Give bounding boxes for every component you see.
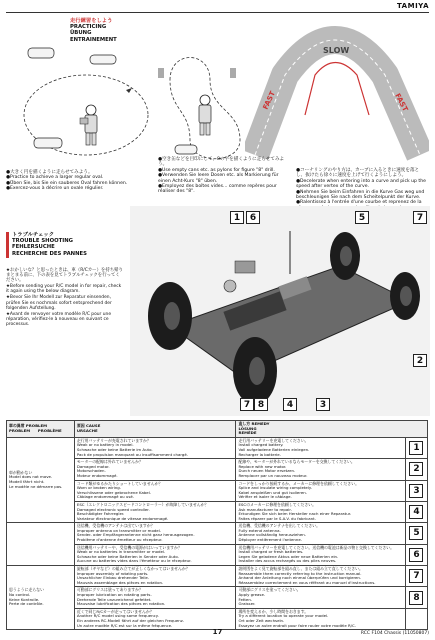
caption-oval-line: ●Practice to achieve a larger regular oval.: [6, 175, 104, 181]
practice-title-jp: 走行練習をしよう: [70, 18, 113, 24]
cause-cell: 送信機用バッテリーや、受信機の電源がはいっていますか？ Weak or no batteries in transmitter or model. Schwache oder keine Batterien in Sender oder Auto. Aucune ou batteries vides dans l'émetteur ou le récepteur.: [74, 544, 236, 565]
cause-cell: 走行用バッテリーが充電されていますか？ Weak or no battery in model. Schwache oder keine Batterie im Auto. Pack de propulsion manquant ou insuffisamment chargé.: [74, 437, 236, 458]
page-number: 17: [212, 628, 223, 636]
intro-line: ★Before sending your R/C model in for repair, check it again using the below diagram.: [6, 284, 122, 295]
cornering-track-illustration: [245, 15, 429, 165]
practice-title-fr: ENTRAINEMENT: [70, 36, 117, 43]
cause-cell: ESC（エレクトロニックスピードコントローラー）が故障していませんか？ Damaged electronic speed controller. Beschädigter Fahrregler. Variateur électronique de vitesse endommagé.: [74, 501, 236, 522]
cause-cell: 近くで同じR/Cカーが走ってはいませんか？ Another R/C model using same frequency. Ein anderes RC-Modell fährt auf der gleichen Frequenz. Un autre modèle R/C est sur la même fréquence.: [74, 608, 236, 629]
caption-eight-line: ●空き缶などを目印にして、8の字を描くように走らせてみよう。: [158, 157, 285, 168]
chassis-photo: [130, 206, 430, 416]
practice-title-en: PRACTICING: [70, 24, 107, 31]
track-label-fast-right: FAST: [393, 92, 410, 113]
table-row: [7, 523, 428, 544]
diagram-label: 7: [240, 398, 254, 411]
ref-number-cell: [405, 459, 427, 480]
remedy-cell: 配線や、モーターが外れているならモーターを交換してください。 Replace with new motor. Durch neuen Motor ersetzen. Remplacer par un nouveau moteur.: [236, 459, 406, 480]
cause-cell: 送信機、受信機のアンテナは出ていますか？ Improper antenna on transmitter or model. Sender- oder Empfängerantenne nicht ganz herausgezogen. Problème d'antenne émetteur ou récepteur.: [74, 523, 236, 544]
ref-number: [409, 611, 423, 625]
table-row: [7, 566, 428, 587]
track-label-slow: SLOW: [323, 46, 350, 55]
ref-number: 8: [409, 591, 423, 605]
document-code: RCC F104 Chassis (11050807): [360, 631, 429, 636]
header-cause: 原因 CAUSE URSACHE: [74, 421, 236, 438]
caption-oval-line: ●Üben Sie, bis Sie ein sauberes Oval fahren können.: [6, 180, 128, 186]
ref-number-cell: [405, 437, 427, 458]
diagram-label: 3: [316, 398, 330, 411]
header-rule: [6, 12, 429, 13]
intro-line: ★Bevor Sie Ihr Modell zur Reparatur einsenden, prüfen Sie es nochmals sofort entsprechend der folgenden Aufstellung.: [6, 295, 112, 311]
diagram-label: 1: [230, 211, 244, 224]
caption-oval: [6, 170, 146, 192]
cause-cell: コード類がゆるかたりショートしていませんか？ Worn or broken wiring. Verschlissene oder gebrochene Kabel. Câblage endommagé ou usé.: [74, 480, 236, 501]
ref-number-cell: [405, 501, 427, 522]
ref-number-cell: [405, 523, 427, 544]
remedy-cell: 説明図をよく見て旋転部を組み直し、または組み立て直してください。 Reassemble them correctly referring to the instruction manual. Anhand der Anleitung noch einmal überprüfen und korrigieren. Réassemblez correctement en vous référant au manuel d'instructions.: [236, 566, 406, 587]
intro-line: ★おかしいな？と思ったときは、車（R/Cカー）を持ち帰りまとまる前に、下の表を見てトラブルチェックを行ってください。: [6, 268, 123, 284]
remedy-cell: 走行用バッテリーを充電してください。 Install charged battery. Voll aufgeladene Batterien einlegen. Recharger la batterie.: [236, 437, 406, 458]
ref-number: 2: [409, 462, 423, 476]
caption-corner-line: ●Ralentissez à l'entrée d'une courbe et reprenez de la: [296, 200, 422, 206]
caption-oval-line: ●大きく円を描くように走らせてみよう。: [6, 170, 93, 175]
diagram-label: 5: [355, 211, 369, 224]
ref-number: 1: [409, 441, 423, 455]
problem-cell: 思うように走らない No control. Keine Kontrolle. Perte de contrôle.: [7, 566, 75, 630]
remedy-cell: 場所を変えるか、少し時間をおきます。 Try a different location to operate your model. Ort oder Zeit wechseln. Essayez un autre endroit pour faire rouler votre modèle R/C.: [236, 608, 406, 629]
caption-corner-line: ●Decelerate when entering into a curve and pick up the speed after vertex of the curve.: [296, 178, 426, 190]
caption-corner-line: ●Nehmen Sie beim Einfahren in die Kurve Gas weg und beschleunigen Sie nach dem Scheitelpunkt der Kurve.: [296, 189, 425, 201]
table-header-row: [7, 421, 428, 438]
ref-number: 4: [409, 505, 423, 519]
troubleshoot-title-de: FEHLERSUCHE: [12, 244, 55, 251]
ref-number-cell: [405, 608, 427, 629]
ref-number: 7: [409, 569, 423, 583]
table-body: [7, 437, 428, 629]
troubleshoot-heading: [6, 232, 124, 258]
diagram-label: 7: [413, 211, 427, 224]
caption-cornering: [296, 168, 428, 211]
problem-cell: [7, 523, 75, 566]
troubleshoot-table: [6, 420, 428, 630]
ref-number-cell: [405, 587, 427, 608]
ref-number: 5: [409, 526, 423, 540]
caption-eight-line: ●Verwenden Sie leere Dosen etc. als Markierung für einen Acht-Kurs "8" üben.: [158, 173, 279, 184]
diagram-label: 2: [413, 354, 427, 367]
practice-title-de: ÜBUNG: [70, 30, 92, 37]
caption-oval-line: ●Exercez-vous à décrire un ovale régulier.: [6, 186, 104, 192]
header-remedy: 直し方 REMEDY LÖSUNG REMÈDE: [236, 421, 428, 438]
cause-cell: モーターの配線は外れていませんか？ Damaged motor. Motorschaden. Moteur endommagé.: [74, 459, 236, 480]
diagram-label: 8: [254, 398, 268, 411]
troubleshoot-intro: [6, 268, 124, 327]
figure-eight-illustration: [150, 40, 250, 170]
ref-number-cell: [405, 480, 427, 501]
remedy-cell: 送信機、受信機のアンテナを出してください。 Fully extend antenna. Antenne vollständig herausziehen. Déployer entièrement l'antenne.: [236, 523, 406, 544]
troubleshoot-title-en: TROUBLE SHOOTING: [12, 238, 73, 245]
ref-number: 3: [409, 484, 423, 498]
caption-eight-line: ●Use empty cans etc. as pylons for figure "8" drill.: [158, 167, 275, 173]
cause-cell: 可動部にグリスは塗ってありますか？ Improper lubrication on rotating parts. Drehende Teile unzureichend gefettet. Mauvaise lubrification des pièces en rotation.: [74, 587, 236, 608]
troubleshoot-title-fr: RECHERCHE DES PANNES: [12, 250, 87, 257]
ref-number-cell: [405, 566, 427, 587]
ref-number-cell: [405, 544, 427, 565]
remedy-cell: 可動部にグリスを塗ってください。 Apply grease. Fetten. Graisser.: [236, 587, 406, 608]
problem-cell: 車が動かない Model does not move. Modell fährt nicht. Le modèle ne démarre pas.: [7, 437, 75, 523]
remedy-cell: コードをしっかり接続するか、メーカーに修理を依頼してください。 Splice and insulate wiring completely. Kabel anspleißen und gut isolieren. Vérifier et isoler le câblage.: [236, 480, 406, 501]
ref-number: 6: [409, 548, 423, 562]
troubleshoot-title-jp: トラブルチェック: [12, 232, 55, 238]
brand-logo: TAMIYA: [396, 2, 429, 10]
remedy-cell: 送信機用バッテリーを充電してください。送信機の電池は新品の物と交換してください。 Install charged or fresh batteries. Legen Sie geladene Akkus oder neue Batterien ein. Installer des accus rechargés ou des piles neuves.: [236, 544, 406, 565]
caption-eight-line: ●Employez des boîtes vides... comme repères pour réaliser des "8".: [158, 184, 277, 195]
header-problem: 車の異常 PROBLEM PROBLEM PROBLÈME: [7, 421, 75, 438]
intro-line: ★Avant de renvoyer votre modèle R/C pour une réparation, vérifiez-le à nouveau en suivant ce processus.: [6, 311, 112, 327]
heading-accent-bar: [6, 232, 9, 258]
track-label-fast-left: FAST: [261, 90, 277, 111]
oval-practice-illustration: [6, 40, 166, 170]
diagram-label: 6: [246, 211, 260, 224]
diagram-label: 4: [283, 398, 297, 411]
caption-figure-eight: [158, 157, 288, 195]
table-row: [7, 437, 428, 458]
remedy-cell: ESCのメーカーに修理を依頼してください。 Ask manufacturer to repair. Erkundigen Sie sich beim Hersteller nach einer Reparatur. Faites réparer par le S.A.V. du fabricant.: [236, 501, 406, 522]
caption-corner-line: ●コーナリングのやり方は、カーブに入るときに速度を落とし、抜けたら徐々に速度を上げて行くようにしよう。: [296, 168, 420, 179]
cause-cell: 旋転部（ギヤなど）の組み立てが正しくなかってはいませんか？ Improper assembly of rotating parts. Unsachlicher Einbau drehender Teile. Mauvais assemblage des pièces en rotation.: [74, 566, 236, 587]
